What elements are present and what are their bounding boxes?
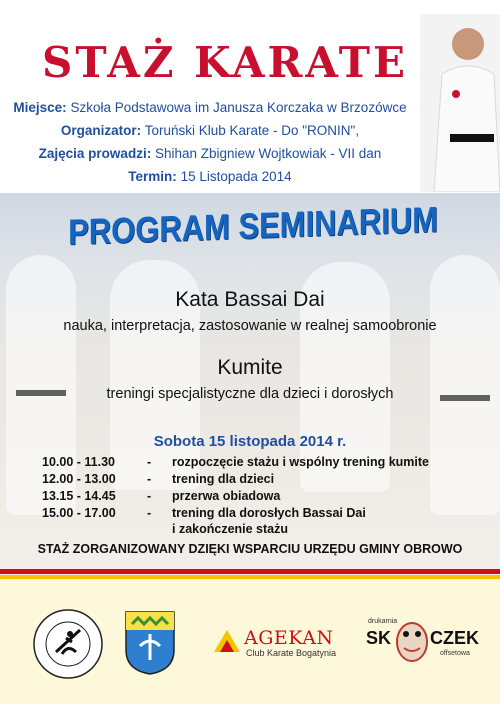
schedule-row-continuation: [42, 522, 288, 536]
schedule-row: [42, 472, 274, 486]
info-organizer: [0, 123, 420, 138]
schedule-row: [42, 455, 429, 469]
info-label: Miejsce:: [13, 100, 67, 115]
schedule-activity: rozpoczęcie stażu i wspólny trening kumite: [172, 455, 429, 469]
schedule-dash: -: [147, 455, 152, 469]
schedule-time: 15.00 - 17.00: [42, 506, 116, 520]
schedule-activity: trening dla dorosłych Bassai Dai: [172, 506, 366, 520]
schedule-dash: -: [147, 472, 152, 486]
info-value: Szkoła Podstawowa im Janusza Korczaka w Brzozówce: [70, 100, 407, 115]
event-date: Sobota 15 listopada 2014 r.: [153, 433, 347, 450]
info-label: Termin:: [128, 169, 177, 184]
schedule-row: [42, 506, 366, 520]
skoczek-right-label: CZEK: [430, 628, 479, 648]
info-value: Toruński Klub Karate - Do "RONIN",: [144, 123, 360, 138]
schedule-row: [42, 489, 280, 503]
info-instructor: [0, 146, 420, 161]
schedule-activity: przerwa obiadowa: [172, 489, 281, 503]
ronin-logo-icon: [32, 608, 104, 680]
obrowo-coat-of-arms-icon: [124, 610, 176, 676]
red-stripe: [0, 569, 500, 574]
yellow-stripe: [0, 575, 500, 579]
program-heading: PROGRAM SEMINARIUM: [68, 198, 438, 253]
skoczek-bottom-label: offsetowa: [440, 650, 470, 657]
schedule-time: 12.00 - 13.00: [42, 472, 116, 486]
info-place: [0, 100, 420, 115]
page-title: STAŻ KARATE: [41, 38, 408, 87]
support-note: STAŻ ZORGANIZOWANY DZIĘKI WSPARCIU URZĘDU GMINY OBROWO: [37, 542, 463, 556]
schedule-dash: -: [147, 506, 152, 520]
schedule-time: 13.15 - 14.45: [42, 489, 116, 503]
agekan-name: AGEKAN: [244, 627, 334, 649]
instructor-photo: [420, 14, 500, 192]
frog-mascot-icon: [394, 618, 430, 664]
info-label: Organizator:: [60, 123, 142, 138]
schedule-activity: i zakończenie stażu: [172, 522, 289, 536]
info-label: Zajęcia prowadzi:: [38, 146, 152, 161]
schedule-dash: -: [147, 489, 152, 503]
agekan-logo-icon: [212, 628, 242, 654]
program-item-desc: treningi specjalistyczne dla dzieci i dorosłych: [106, 386, 394, 402]
program-item-title: Kumite: [217, 356, 283, 379]
skoczek-left-label: SK: [366, 628, 392, 648]
program-item-desc: nauka, interpretacja, zastosowanie w realnej samoobronie: [63, 318, 437, 334]
agekan-subtitle: Club Karate Bogatynia: [246, 648, 337, 658]
info-value: Shihan Zbigniew Wojtkowiak - VII dan: [154, 146, 382, 161]
info-value: 15 Listopada 2014: [180, 169, 292, 184]
program-item-title: Kata Bassai Dai: [175, 288, 325, 311]
info-date: [0, 169, 420, 184]
schedule-time: 10.00 - 11.30: [42, 455, 115, 469]
skoczek-top-label: drukarnia: [368, 618, 398, 625]
schedule-activity: trening dla dzieci: [172, 472, 275, 486]
